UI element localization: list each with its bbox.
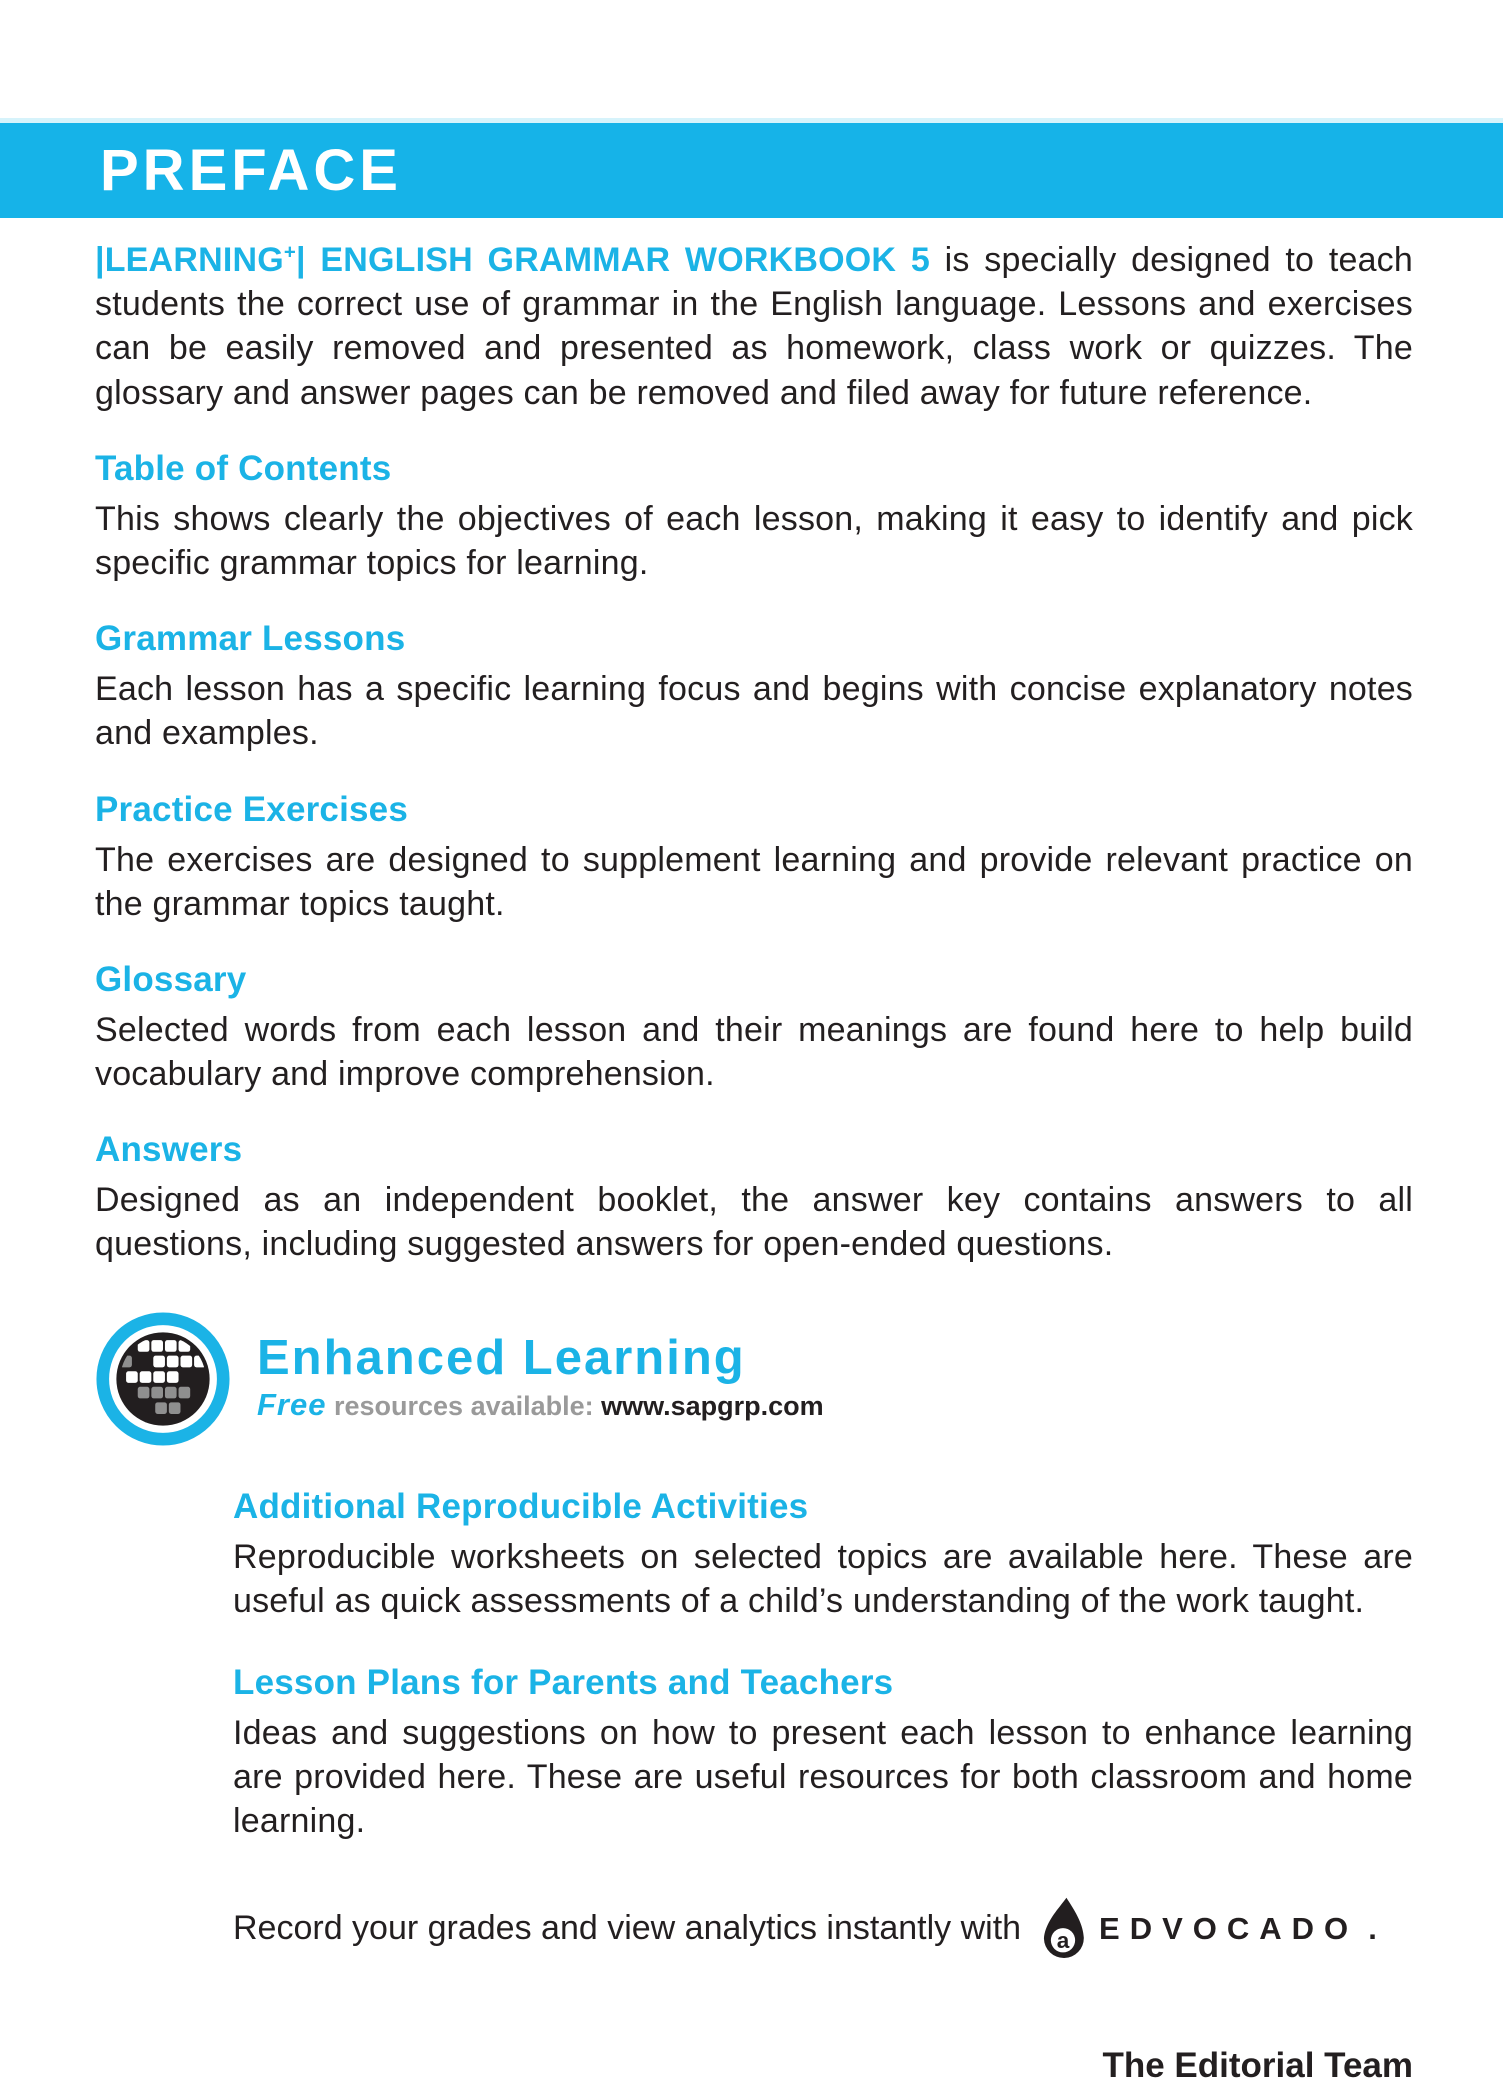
brand-plus-superscript: +	[283, 241, 296, 264]
tagline-middle: resources available:	[326, 1391, 602, 1422]
section-heading-practice-exercises: Practice Exercises	[95, 789, 409, 829]
enhanced-learning-subsections	[233, 1487, 1413, 1844]
section-body-table-of-contents: This shows clearly the objectives of each lesson, making it easy to identify and pick specific grammar topics for learning.	[95, 499, 1413, 582]
section-body-grammar-lessons: Each lesson has a specific learning focus and begins with concise explanatory notes and examples.	[95, 670, 1413, 753]
record-grades-line	[233, 1896, 1413, 1962]
section-heading-glossary: Glossary	[95, 959, 247, 999]
enhanced-learning-header	[95, 1311, 1413, 1447]
edvocado-avocado-icon	[1037, 1896, 1089, 1962]
enhanced-learning-titles	[257, 1331, 824, 1423]
subsection-body-reproducible-activities: Reproducible worksheets on selected topics are available here. These are useful as quick assessments of a child’s understanding of the work taught.	[233, 1537, 1413, 1620]
enhanced-learning-tagline	[257, 1387, 824, 1423]
preface-content	[95, 238, 1413, 2086]
section-heading-grammar-lessons: Grammar Lessons	[95, 619, 406, 659]
section-heading-answers: Answers	[95, 1130, 243, 1170]
section-heading-table-of-contents: Table of Contents	[95, 448, 392, 488]
enhanced-learning-title: Enhanced Learning	[257, 1331, 746, 1386]
record-grades-text: Record your grades and view analytics instantly with	[233, 1909, 1022, 1948]
intro-text: is specially designed to teach students the correct use of grammar in the English language. Lessons and exercises can be easily removed and presented as homework, class work or quizzes. The glossary and answer pages can be removed and filed away for future reference.	[95, 241, 1413, 412]
brand-name: |LEARNING+| ENGLISH GRAMMAR WORKBOOK 5	[95, 241, 930, 279]
svg-text:a: a	[1056, 1927, 1070, 1953]
subsection-body-lesson-plans: Ideas and suggestions on how to present each lesson to enhance learning are provided here. These are useful resources for both classroom and home learning.	[233, 1714, 1413, 1841]
section-body-practice-exercises: The exercises are designed to supplement learning and provide relevant practice on the grammar topics taught.	[95, 840, 1413, 923]
enhanced-learning-logo-icon	[95, 1311, 231, 1447]
editorial-team-signature: The Editorial Team	[1102, 2045, 1413, 2085]
subsection-heading-reproducible-activities: Additional Reproducible Activities	[233, 1486, 809, 1526]
tagline-url: www.sapgrp.com	[601, 1391, 824, 1422]
section-body-glossary: Selected words from each lesson and their meanings are found here to help build vocabulary and improve comprehension.	[95, 1010, 1413, 1094]
section-body-answers: Designed as an independent booklet, the answer key contains answers to all questions, including suggested answers for open-ended questions.	[95, 1181, 1413, 1264]
edvocado-period: .	[1368, 1910, 1377, 1946]
intro-paragraph	[95, 238, 1413, 415]
tagline-free: Free	[257, 1387, 327, 1423]
edvocado-wordmark: EDVOCADO	[1099, 1910, 1359, 1946]
preface-header-band	[0, 118, 1503, 218]
subsection-heading-lesson-plans: Lesson Plans for Parents and Teachers	[233, 1663, 894, 1702]
page-title: PREFACE	[100, 138, 402, 203]
